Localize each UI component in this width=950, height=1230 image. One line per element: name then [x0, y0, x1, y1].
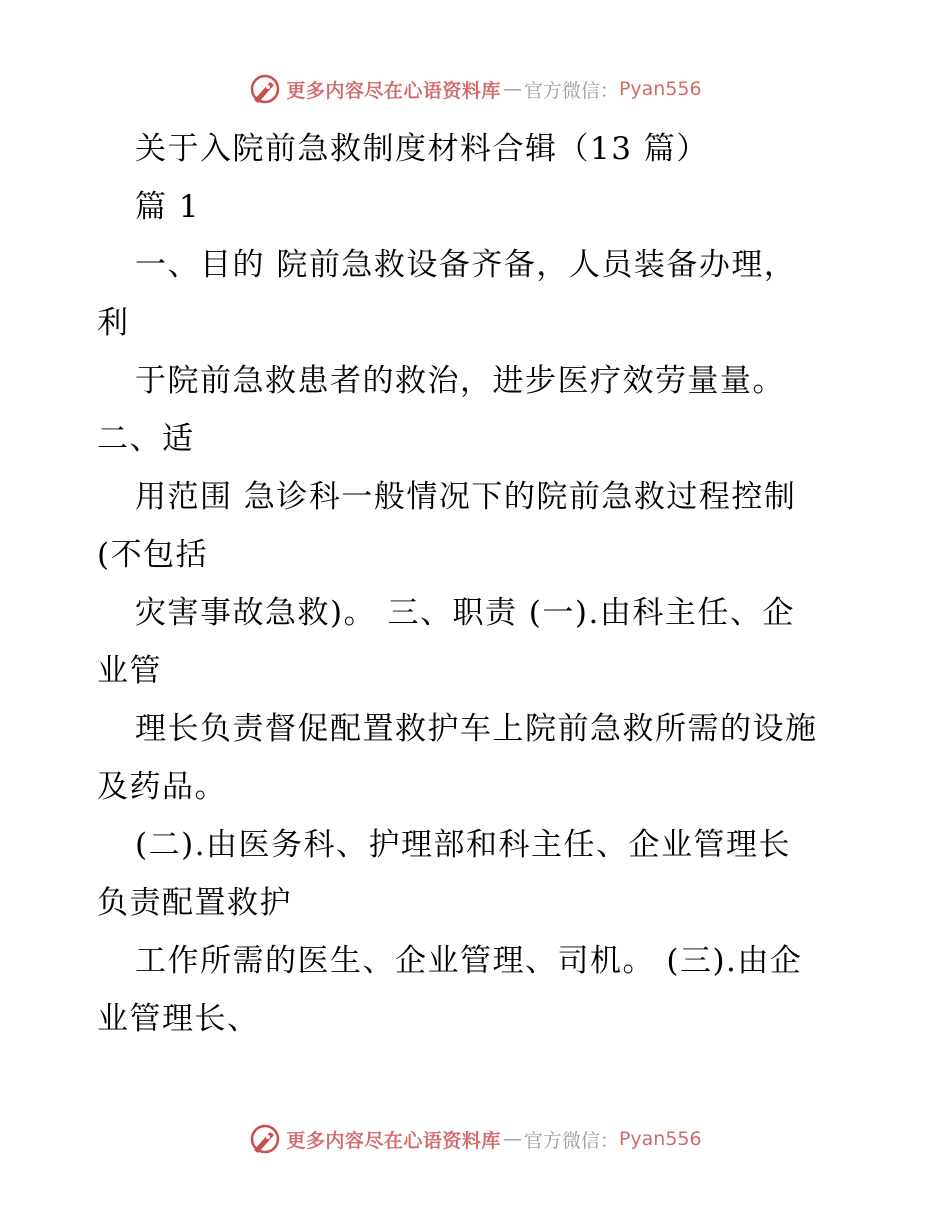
body-line: 负责配置救护 — [97, 885, 292, 921]
footer-banner — [0, 1122, 950, 1156]
document-body — [97, 120, 857, 1048]
banner-main-text: 更多内容尽在心语资料库 — [286, 79, 501, 102]
body-line: 灾害事故急救)。 三、职责 (一).由科主任、企 — [135, 595, 795, 631]
banner-wechat-id: Pyan556 — [618, 78, 702, 100]
body-line: 用范围 急诊科一般情况下的院前急救过程控制 — [135, 479, 797, 515]
body-line: 业管理长、 — [97, 1001, 260, 1037]
body-line: 及药品。 — [97, 769, 227, 805]
body-line: (二).由医务科、护理部和科主任、企业管理长 — [135, 827, 792, 863]
body-line: 利 — [97, 305, 130, 341]
body-line: 业管 — [97, 653, 162, 689]
document-title: 关于入院前急救制度材料合辑（13 篇） — [135, 131, 709, 167]
banner-dash: — — [502, 1128, 522, 1150]
body-line: (不包括 — [97, 537, 209, 573]
banner-wechat-id: Pyan556 — [618, 1128, 702, 1150]
pen-logo-icon — [248, 72, 282, 106]
body-line: 二、适 — [97, 421, 195, 457]
body-line: 于院前急救患者的救治，进步医疗效劳量量。 — [135, 363, 785, 399]
banner-dash: — — [502, 78, 522, 100]
banner-main-text: 更多内容尽在心语资料库 — [286, 1129, 501, 1152]
pen-logo-icon — [248, 1122, 282, 1156]
body-line: 一、目的 院前急救设备齐备，人员装备办理， — [135, 247, 797, 283]
header-banner — [0, 72, 950, 106]
banner-wechat-label: 官方微信： — [523, 1129, 619, 1152]
banner-wechat-label: 官方微信： — [523, 79, 619, 102]
body-line: 理长负责督促配置救护车上院前急救所需的设施 — [135, 711, 818, 747]
body-line: 工作所需的医生、企业管理、司机。 (三).由企 — [135, 943, 803, 979]
body-line: 篇 1 — [135, 189, 201, 225]
